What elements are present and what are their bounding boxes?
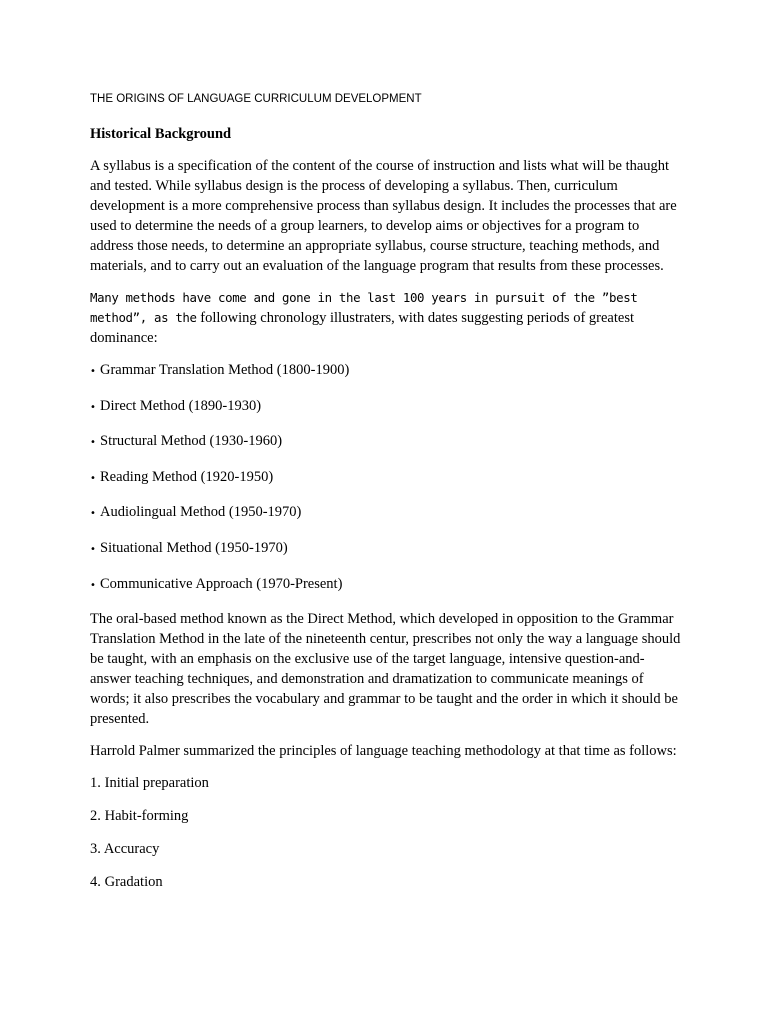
list-item: • Situational Method (1950-1970) xyxy=(90,538,685,560)
section-heading: Historical Background xyxy=(90,126,232,142)
list-item: 4. Gradation xyxy=(90,873,163,890)
bullet-icon: • xyxy=(90,437,96,449)
list-item: • Structural Method (1930-1960) xyxy=(90,431,685,453)
list-item: • Reading Method (1920-1950) xyxy=(90,467,685,489)
list-item: 1. Initial preparation xyxy=(90,775,209,792)
list-number: 4. xyxy=(90,873,101,890)
bullet-icon: • xyxy=(90,401,96,413)
paragraph-palmer-principles: Harrold Palmer summarized the principles of language teaching methodology at that time as follows: xyxy=(90,743,677,760)
bullet-icon: • xyxy=(90,472,96,484)
list-number: 3. xyxy=(90,840,101,857)
paragraph-methods-intro-rest: following chronology illustraters, with dates suggesting periods of greatest dominance: xyxy=(90,310,634,346)
paragraph-methods-intro xyxy=(90,288,685,348)
bullet-icon: • xyxy=(90,543,96,555)
list-item: • Audiolingual Method (1950-1970) xyxy=(90,502,685,524)
document-title: THE ORIGINS OF LANGUAGE CURRICULUM DEVELOPMENT xyxy=(90,93,422,105)
paragraph-direct-method: The oral-based method known as the Direct Method, which developed in opposition to the Grammar Translation Method in the late of the nineteenth centur, prescribes not only the way a language should be taught, with an emphasis on the exclusive use of the target language, intensive question-and-answer teaching techniques, and demonstration and dramatization to communicate meanings of words; it also prescribes the vocabulary and grammar to be taught and the order in which it should be presented. xyxy=(90,611,681,728)
paragraph-methods-intro-line1: Many methods have come and gone in the last 100 years in pursuit of the ”best method”, as the xyxy=(90,290,638,325)
list-item: • Direct Method (1890-1930) xyxy=(90,396,685,418)
list-item: • Communicative Approach (1970-Present) xyxy=(90,574,685,596)
document-page xyxy=(90,91,685,904)
bullet-icon: • xyxy=(90,508,96,520)
methods-list xyxy=(90,360,685,596)
bullet-icon: • xyxy=(90,579,96,591)
list-item: • Grammar Translation Method (1800-1900) xyxy=(90,360,685,382)
list-number: 1. xyxy=(90,775,101,792)
list-number: 2. xyxy=(90,807,101,824)
list-item: 3. Accuracy xyxy=(90,840,160,857)
paragraph-syllabus-definition: A syllabus is a specification of the content of the course of instruction and lists what will be thaught and tested. While syllabus design is the process of developing a syllabus. Then, curriculum development is a more comprehensive process than syllabus design. It includes the processes that are used to determine the needs of a group learners, to develop aims or objectives for a program to address those needs, to determine an appropriate syllabus, course structure, teaching methods, and materials, and to carry out an evaluation of the language program that results from these processes. xyxy=(90,158,677,274)
bullet-icon: • xyxy=(90,366,96,377)
principles-list xyxy=(90,773,685,891)
list-item: 2. Habit-forming xyxy=(90,807,189,824)
